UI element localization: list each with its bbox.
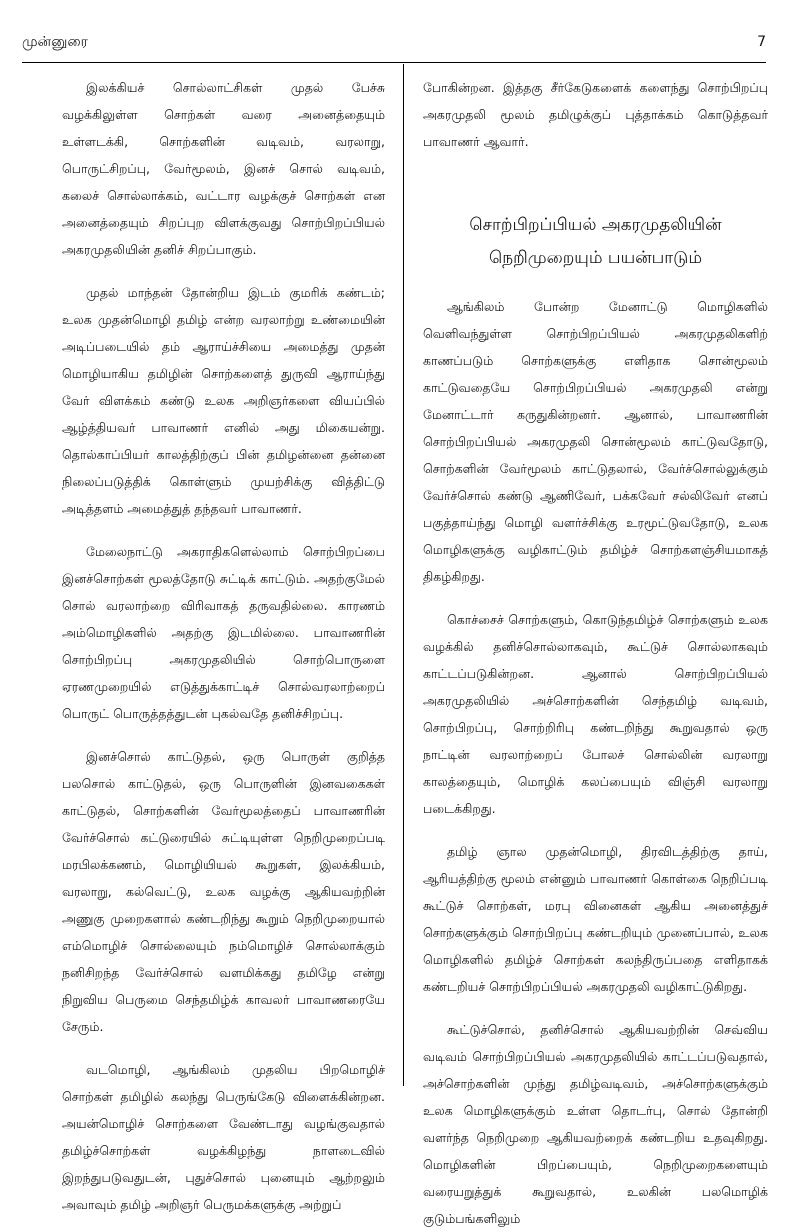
paragraph: தமிழ் ஞால முதன்மொழி, திரவிடத்திற்கு தாய், ஆரியத்திற்கு மூலம் என்னும் பாவாணர் கொள்கை நெறிப்படி கூட்டுச் சொற்கள், மரபு வினைகள் ஆகிய அனைத்துச் சொற்களுக்கும் சொற்பிறப்பு கண்டறியும் முனைப்பால், உலக மொழிகளில் தமிழ்ச் சொற்கள் கலந்திருப்பதை எளிதாகக் கண்டறியச் சொற்பிறப்பியல் அகரமுதலி வழிகாட்டுகிறது. (423, 844, 768, 994)
page-number: 7 (757, 34, 766, 50)
paragraph: வடமொழி, ஆங்கிலம் முதலிய பிறமொழிச் சொற்கள் தமிழில் கலந்து பெருங்கேடு விளைக்கின்றன. அயன்மொழிச் சொற்களை வேண்டாது வழங்குவதால் தமிழ்ச்சொற்கள் வழக்கிழந்து நாளடைவில் இறந்துபடுவதுடன், புதுச்சொல் புனையும் ஆற்றலும் அவாவும் தமிழ் அறிஞர் பெருமக்களுக்கு அற்றுப் (62, 1062, 385, 1212)
right-column (423, 74, 768, 1226)
page-header (22, 34, 766, 56)
left-column (62, 74, 385, 1212)
section-heading-line: நெறிமுறையும் பயன்பாடும் (488, 248, 703, 268)
continued-paragraph: போகின்றன. இத்தகு சீர்கேடுகளைக் களைந்து சொற்பிறப்பு அகரமுதலி மூலம் தமிழுக்குப் புத்தாக்கம் கொடுத்தவர் பாவாணர் ஆவார். (423, 80, 768, 149)
paragraph: முதல் மாந்தன் தோன்றிய இடம் குமரிக் கண்டம்; உலக முதன்மொழி தமிழ் என்ற வரலாற்று உண்மையின் அடிப்படையில் தம் ஆராய்ச்சியை அமைத்து முதன் மொழியாகிய தமிழின் சொற்களைத் துருவி ஆராய்ந்து வேர் விளக்கம் கண்டு உலக அறிஞர்களை வியப்பில் ஆழ்த்தியவர் பாவாணர் எனில் அது மிகையன்று. தொல்காப்பியர் காலத்திற்குப் பின் தமிழன்னை தன்னை நிலைப்படுத்திக் கொள்ளும் முயற்சிக்கு வித்திட்டு அடித்தளம் அமைத்துத் தந்தவர் பாவாணர். (62, 285, 385, 516)
header-rule (22, 62, 766, 63)
paragraph: கொச்சைச் சொற்களும், கொடுந்தமிழ்ச் சொற்களும் உலக வழக்கில் தனிச்சொல்லாகவும், கூட்டுச் சொல்லாகவும் காட்டப்படுகின்றன. ஆனால் சொற்பிறப்பியல் அகரமுதலியில் அச்சொற்களின் செந்தமிழ் வடிவம், சொற்பிறப்பு, சொற்றிரிபு கண்டறிந்து கூறுவதால் ஒரு நாட்டின் வரலாற்றைப் போலச் சொல்லின் வரலாறு காலத்தையும், மொழிக் கலப்பையும் விஞ்சி வரலாறு படைக்கிறது. (423, 612, 768, 816)
column-divider (403, 64, 404, 1086)
paragraph: கூட்டுச்சொல், தனிச்சொல் ஆகியவற்றின் செவ்விய வடிவம் சொற்பிறப்பியல் அகரமுதலியில் காட்டப்படுவதால், அச்சொற்களின் முந்து தமிழ்வடிவம், அச்சொற்களுக்கும் உலக மொழிகளுக்கும் உள்ள தொடர்பு, சொல் தோன்றி வளர்ந்த நெறிமுறை ஆகியவற்றைக் கண்டறிய உதவுகிறது. மொழிகளின் பிறப்பையும், நெறிமுறைகளையும் வரையறுத்துக் கூறுவதால், உலகின் பலமொழிக் குடும்பங்களிலும் (423, 1022, 768, 1226)
paragraph: இனச்சொல் காட்டுதல், ஒரு பொருள் குறித்த பலசொல் காட்டுதல், ஒரு பொருளின் இனவகைகள் காட்டுதல், சொற்களின் வேர்மூலத்தைப் பாவாணரின் வேர்ச்சொல் கட்டுரையில் சுட்டியுள்ள நெறிமுறைப்படி மரபிலக்கணம், மொழியியல் கூறுகள், இலக்கியம், வரலாறு, கல்வெட்டு, உலக வழக்கு ஆகியவற்றின் அணுகு முறைகளால் கண்டறிந்து கூறும் நெறிமுறையால் எம்மொழிச் சொல்லையும் நம்மொழிச் சொல்லாக்கும் நனிசிறந்த வேர்ச்சொல் வளமிக்கது தமிழே என்று நிறுவிய பெருமை செந்தமிழ்க் காவலர் பாவாணரையே சேரும். (62, 749, 385, 1034)
running-title: முன்னுரை (22, 34, 88, 50)
paragraph: ஆங்கிலம் போன்ற மேனாட்டு மொழிகளில் வெளிவந்துள்ள சொற்பிறப்பியல் அகரமுதலிகளிற் காணப்படும் சொற்களுக்கு எளிதாக சொன்மூலம் காட்டுவதையே சொற்பிறப்பியல் அகரமுதலி என்று மேனாட்டார் கருதுகின்றனர். ஆனால், பாவாணரின் சொற்பிறப்பியல் அகரமுதலி சொன்மூலம் காட்டுவதோடு, சொற்களின் வேர்மூலம் காட்டுதலால், வேர்ச்சொல்லுக்கும் வேர்ச்சொல் கண்டு ஆணிவேர், பக்கவேர் சல்லிவேர் எனப் பகுத்தாய்ந்து மொழி வளர்ச்சிக்கு உரமூட்டுவதோடு, உலக மொழிகளுக்கு வழிகாட்டும் தமிழ்ச் சொற்களஞ்சியமாகத் திகழ்கிறது. (423, 299, 768, 584)
section-heading-line: சொற்பிறப்பியல் அகரமுதலியின் (469, 215, 722, 235)
paragraph: மேலைநாட்டு அகராதிகளெல்லாம் சொற்பிறப்பை இனச்சொற்கள் மூலத்தோடு சுட்டிக் காட்டும். அதற்குமேல் சொல் வரலாற்றை விரிவாகத் தருவதில்லை. காரணம் அம்மொழிகளில் அதற்கு இடமில்லை. பாவாணரின் சொற்பிறப்பு அகரமுதலியில் சொற்பொருளை ஏரணமுறையில் எடுத்துக்காட்டிச் சொல்வரலாற்றைப் பொருட் பொருத்தத்துடன் புகல்வதே தனிச்சிறப்பு. (62, 544, 385, 721)
section-heading (423, 209, 768, 275)
paragraph: இலக்கியச் சொல்லாட்சிகள் முதல் பேச்சு வழக்கிலுள்ள சொற்கள் வரை அனைத்தையும் உள்ளடக்கி, சொற்களின் வடிவம், வரலாறு, பொருட்சிறப்பு, வேர்மூலம், இனச் சொல் வடிவம், கலைச் சொல்லாக்கம், வட்டார வழக்குச் சொற்கள் என அனைத்தையும் சிறப்புற விளக்குவது சொற்பிறப்பியல் அகரமுதலியின் தனிச் சிறப்பாகும். (62, 80, 385, 257)
